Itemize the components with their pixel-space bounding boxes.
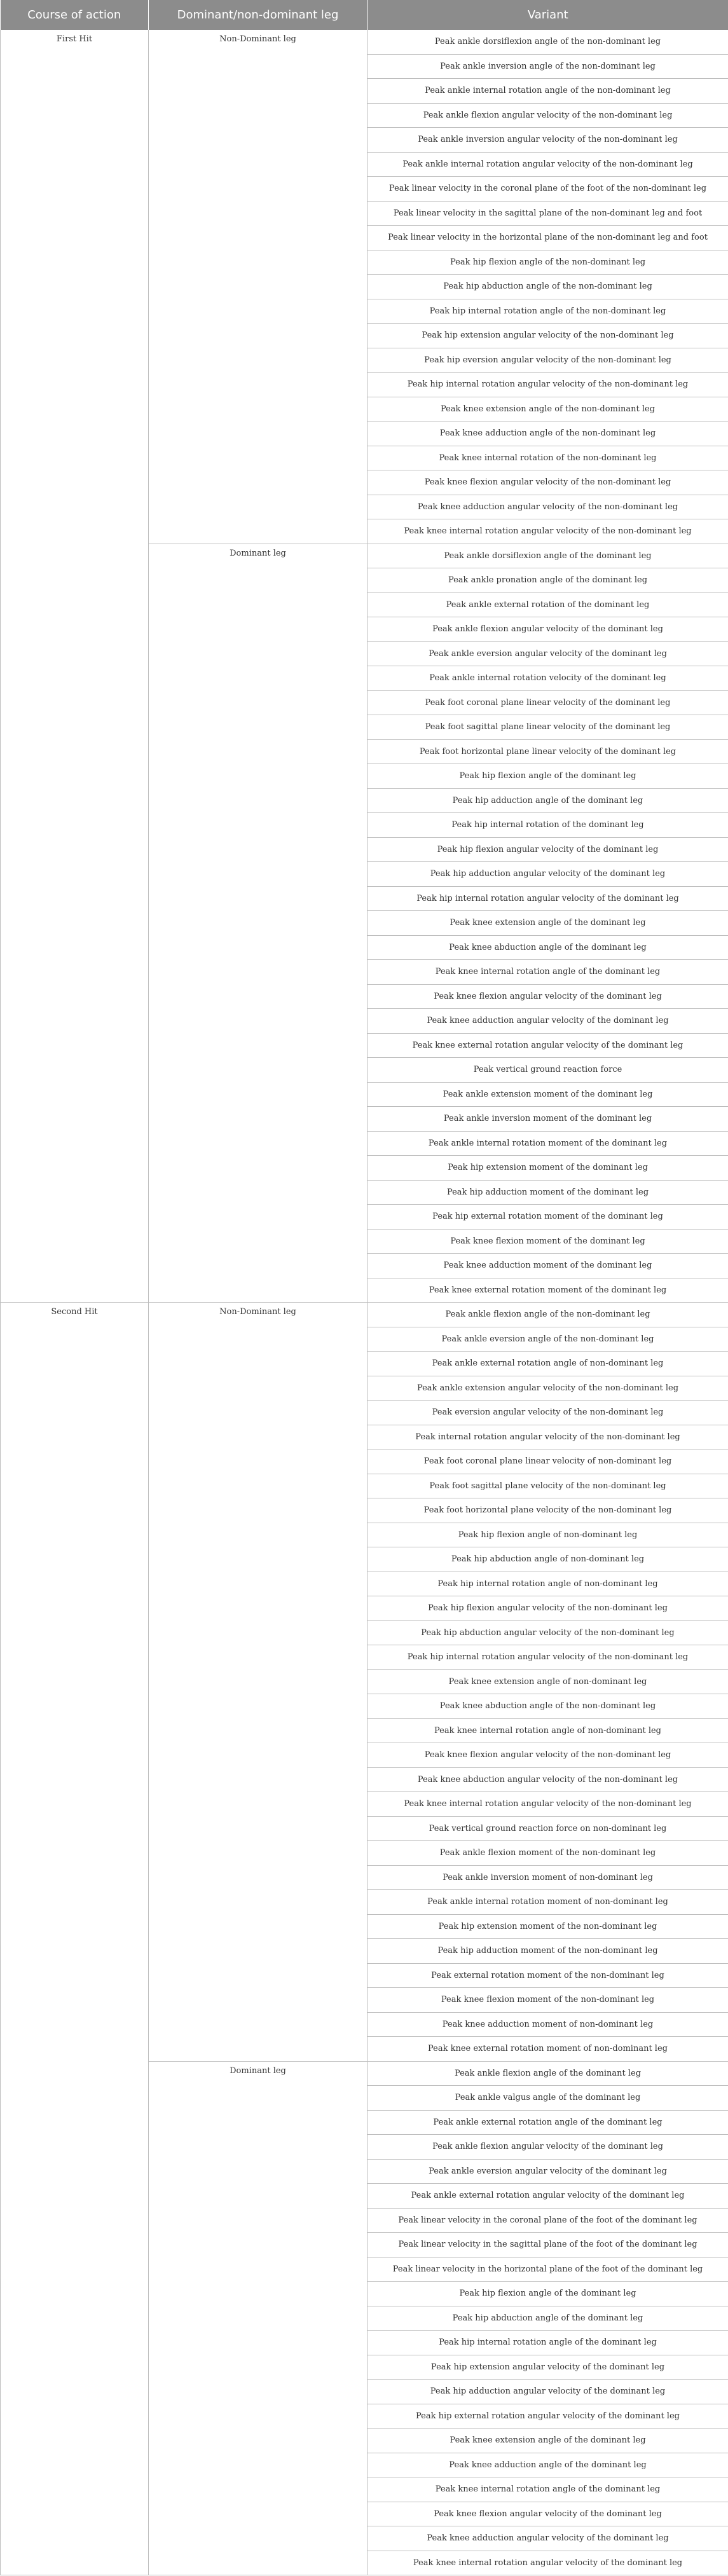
variant-cell: Peak hip flexion angle of the non-dominant leg	[367, 250, 728, 275]
variant-cell: Peak ankle flexion angle of the dominant leg	[367, 2061, 728, 2086]
variant-cell: Peak hip adduction angular velocity of the dominant leg	[367, 2380, 728, 2404]
leg-cell: Dominant leg	[149, 544, 367, 1303]
variant-cell: Peak ankle dorsiflexion angle of the non-dominant leg	[367, 30, 728, 54]
variant-cell: Peak hip flexion angle of the dominant leg	[367, 764, 728, 789]
course-of-action-cell: Second Hit	[1, 1303, 149, 2575]
variant-cell: Peak hip extension moment of the non-dominant leg	[367, 1914, 728, 1939]
leg-cell: Dominant leg	[149, 2061, 367, 2575]
variant-cell: Peak knee adduction angular velocity of the non-dominant leg	[367, 495, 728, 519]
variant-cell: Peak knee adduction angle of the non-dominant leg	[367, 421, 728, 446]
variant-cell: Peak ankle extension moment of the dominant leg	[367, 1082, 728, 1107]
variant-cell: Peak hip adduction moment of the dominant leg	[367, 1180, 728, 1205]
variant-cell: Peak ankle internal rotation angular velocity of the non-dominant leg	[367, 152, 728, 177]
variant-cell: Peak hip external rotation moment of the dominant leg	[367, 1205, 728, 1230]
variant-cell: Peak hip internal rotation angle of the non-dominant leg	[367, 299, 728, 324]
variant-cell: Peak hip extension angular velocity of the dominant leg	[367, 2355, 728, 2380]
table-row	[1, 30, 728, 54]
variant-cell: Peak linear velocity in the sagittal plane of the non-dominant leg and foot	[367, 201, 728, 226]
variant-cell: Peak ankle valgus angle of the dominant leg	[367, 2086, 728, 2111]
variant-cell: Peak linear velocity in the horizontal plane of the foot of the dominant leg	[367, 2257, 728, 2282]
table-body	[1, 30, 728, 2575]
variant-cell: Peak knee internal rotation angle of non-dominant leg	[367, 1718, 728, 1743]
variant-cell: Peak hip flexion angular velocity of the non-dominant leg	[367, 1596, 728, 1621]
variant-cell: Peak knee internal rotation angle of the dominant leg	[367, 2477, 728, 2502]
variant-cell: Peak foot sagittal plane velocity of the non-dominant leg	[367, 1474, 728, 1498]
header-leg: Dominant/non-dominant leg	[149, 0, 367, 30]
variant-cell: Peak ankle internal rotation moment of the dominant leg	[367, 1131, 728, 1156]
variant-cell: Peak external rotation moment of the non-dominant leg	[367, 1963, 728, 1988]
variant-cell: Peak ankle internal rotation angle of the non-dominant leg	[367, 79, 728, 104]
leg-cell: Non-Dominant leg	[149, 1303, 367, 2062]
variant-cell: Peak foot horizontal plane velocity of the non-dominant leg	[367, 1498, 728, 1523]
variant-cell: Peak ankle extension angular velocity of the non-dominant leg	[367, 1376, 728, 1401]
variant-cell: Peak hip abduction angular velocity of the non-dominant leg	[367, 1620, 728, 1645]
variant-cell: Peak ankle pronation angle of the dominant leg	[367, 568, 728, 593]
variant-cell: Peak ankle external rotation angle of non-dominant leg	[367, 1352, 728, 1376]
variant-cell: Peak ankle flexion angular velocity of the dominant leg	[367, 2135, 728, 2160]
variant-cell: Peak knee adduction angle of the dominant leg	[367, 2453, 728, 2477]
variant-cell: Peak knee external rotation angular velocity of the dominant leg	[367, 1033, 728, 1058]
variant-cell: Peak knee adduction moment of non-dominant leg	[367, 2012, 728, 2037]
variant-cell: Peak knee extension angle of non-dominant leg	[367, 1669, 728, 1694]
variant-cell: Peak hip extension moment of the dominant leg	[367, 1156, 728, 1181]
variant-cell: Peak knee flexion moment of the non-dominant leg	[367, 1988, 728, 2013]
variant-cell: Peak knee internal rotation of the non-dominant leg	[367, 446, 728, 470]
variant-cell: Peak ankle inversion moment of the dominant leg	[367, 1107, 728, 1132]
variant-cell: Peak ankle external rotation of the dominant leg	[367, 593, 728, 617]
variant-cell: Peak hip internal rotation angular velocity of the non-dominant leg	[367, 373, 728, 397]
variant-cell: Peak hip flexion angle of non-dominant leg	[367, 1523, 728, 1547]
variant-cell: Peak ankle inversion moment of non-dominant leg	[367, 1865, 728, 1890]
variant-cell: Peak linear velocity in the coronal plane of the foot of the non-dominant leg	[367, 177, 728, 202]
variant-cell: Peak knee flexion angular velocity of the non-dominant leg	[367, 470, 728, 495]
variant-cell: Peak knee external rotation moment of the dominant leg	[367, 1278, 728, 1303]
header-course-of-action: Course of action	[1, 0, 149, 30]
variant-cell: Peak hip extension angular velocity of the non-dominant leg	[367, 324, 728, 348]
variant-cell: Peak ankle external rotation angular velocity of the dominant leg	[367, 2184, 728, 2209]
leg-cell: Non-Dominant leg	[149, 30, 367, 544]
variant-cell: Peak hip adduction angular velocity of the dominant leg	[367, 862, 728, 887]
variant-cell: Peak ankle flexion moment of the non-dominant leg	[367, 1841, 728, 1866]
variant-cell: Peak knee internal rotation angular velocity of the non-dominant leg	[367, 1792, 728, 1817]
variant-cell: Peak hip internal rotation of the dominant leg	[367, 813, 728, 838]
variant-cell: Peak knee extension angle of the dominant leg	[367, 2429, 728, 2453]
variant-cell: Peak linear velocity in the sagittal plane of the foot of the dominant leg	[367, 2233, 728, 2257]
variant-cell: Peak eversion angular velocity of the non-dominant leg	[367, 1401, 728, 1425]
variant-cell: Peak knee abduction angle of the dominant leg	[367, 935, 728, 960]
variant-cell: Peak knee abduction angle of the non-dominant leg	[367, 1694, 728, 1719]
variant-cell: Peak ankle flexion angular velocity of the non-dominant leg	[367, 103, 728, 128]
variant-cell: Peak hip eversion angular velocity of the non-dominant leg	[367, 348, 728, 373]
variant-cell: Peak hip internal rotation angle of non-dominant leg	[367, 1572, 728, 1596]
variant-cell: Peak linear velocity in the horizontal plane of the non-dominant leg and foot	[367, 226, 728, 250]
table-header	[1, 0, 728, 30]
variant-cell: Peak knee adduction angular velocity of the dominant leg	[367, 1009, 728, 1034]
variant-cell: Peak linear velocity in the coronal plane of the foot of the dominant leg	[367, 2208, 728, 2233]
variant-cell: Peak ankle flexion angular velocity of the dominant leg	[367, 617, 728, 642]
variant-cell: Peak knee external rotation moment of non-dominant leg	[367, 2037, 728, 2062]
header-row	[1, 0, 728, 30]
variant-cell: Peak ankle internal rotation velocity of the dominant leg	[367, 666, 728, 691]
variant-cell: Peak hip abduction angle of the non-dominant leg	[367, 275, 728, 299]
variant-cell: Peak hip adduction moment of the non-dominant leg	[367, 1939, 728, 1964]
variant-cell: Peak hip external rotation angular velocity of the dominant leg	[367, 2404, 728, 2429]
variant-cell: Peak knee flexion angular velocity of the dominant leg	[367, 984, 728, 1009]
variant-cell: Peak ankle eversion angle of the non-dominant leg	[367, 1327, 728, 1352]
variant-cell: Peak knee internal rotation angle of the dominant leg	[367, 960, 728, 985]
course-of-action-cell: First Hit	[1, 30, 149, 1303]
variant-cell: Peak knee adduction angular velocity of the dominant leg	[367, 2526, 728, 2551]
variant-cell: Peak vertical ground reaction force on non-dominant leg	[367, 1816, 728, 1841]
variant-cell: Peak ankle inversion angular velocity of the non-dominant leg	[367, 128, 728, 153]
variant-cell: Peak ankle eversion angular velocity of the dominant leg	[367, 2159, 728, 2184]
variant-cell: Peak hip internal rotation angular velocity of the dominant leg	[367, 886, 728, 911]
variant-cell: Peak internal rotation angular velocity of the non-dominant leg	[367, 1425, 728, 1449]
variant-cell: Peak ankle external rotation angle of the dominant leg	[367, 2110, 728, 2135]
variant-cell: Peak knee internal rotation angular velocity of the dominant leg	[367, 2551, 728, 2575]
variant-cell: Peak hip flexion angle of the dominant leg	[367, 2282, 728, 2306]
variant-cell: Peak hip flexion angular velocity of the dominant leg	[367, 837, 728, 862]
variant-cell: Peak ankle dorsiflexion angle of the dominant leg	[367, 544, 728, 568]
variant-cell: Peak foot coronal plane linear velocity of non-dominant leg	[367, 1449, 728, 1474]
variant-cell: Peak foot horizontal plane linear velocity of the dominant leg	[367, 739, 728, 764]
variant-cell: Peak knee extension angle of the non-dominant leg	[367, 397, 728, 421]
variant-cell: Peak foot coronal plane linear velocity of the dominant leg	[367, 690, 728, 715]
variant-cell: Peak hip abduction angle of non-dominant leg	[367, 1547, 728, 1572]
variant-cell: Peak vertical ground reaction force	[367, 1058, 728, 1083]
variant-cell: Peak ankle inversion angle of the non-dominant leg	[367, 54, 728, 79]
variant-cell: Peak ankle eversion angular velocity of the dominant leg	[367, 641, 728, 666]
variant-cell: Peak knee flexion angular velocity of the dominant leg	[367, 2502, 728, 2526]
variant-cell: Peak hip internal rotation angle of the dominant leg	[367, 2331, 728, 2355]
variant-cell: Peak ankle internal rotation moment of non-dominant leg	[367, 1890, 728, 1915]
variant-cell: Peak foot sagittal plane linear velocity of the dominant leg	[367, 715, 728, 740]
variant-cell: Peak knee flexion angular velocity of the non-dominant leg	[367, 1743, 728, 1768]
variant-cell: Peak knee extension angle of the dominant leg	[367, 911, 728, 936]
header-variant: Variant	[367, 0, 728, 30]
variant-cell: Peak knee abduction angular velocity of the non-dominant leg	[367, 1767, 728, 1792]
variant-cell: Peak hip abduction angle of the dominant leg	[367, 2306, 728, 2331]
variant-cell: Peak ankle flexion angle of the non-dominant leg	[367, 1303, 728, 1327]
variant-cell: Peak knee internal rotation angular velocity of the non-dominant leg	[367, 519, 728, 544]
variant-cell: Peak knee adduction moment of the dominant leg	[367, 1254, 728, 1278]
table-row	[1, 1303, 728, 1327]
variant-cell: Peak hip adduction angle of the dominant leg	[367, 788, 728, 813]
variant-cell: Peak knee flexion moment of the dominant leg	[367, 1229, 728, 1254]
variant-cell: Peak hip internal rotation angular velocity of the non-dominant leg	[367, 1645, 728, 1670]
